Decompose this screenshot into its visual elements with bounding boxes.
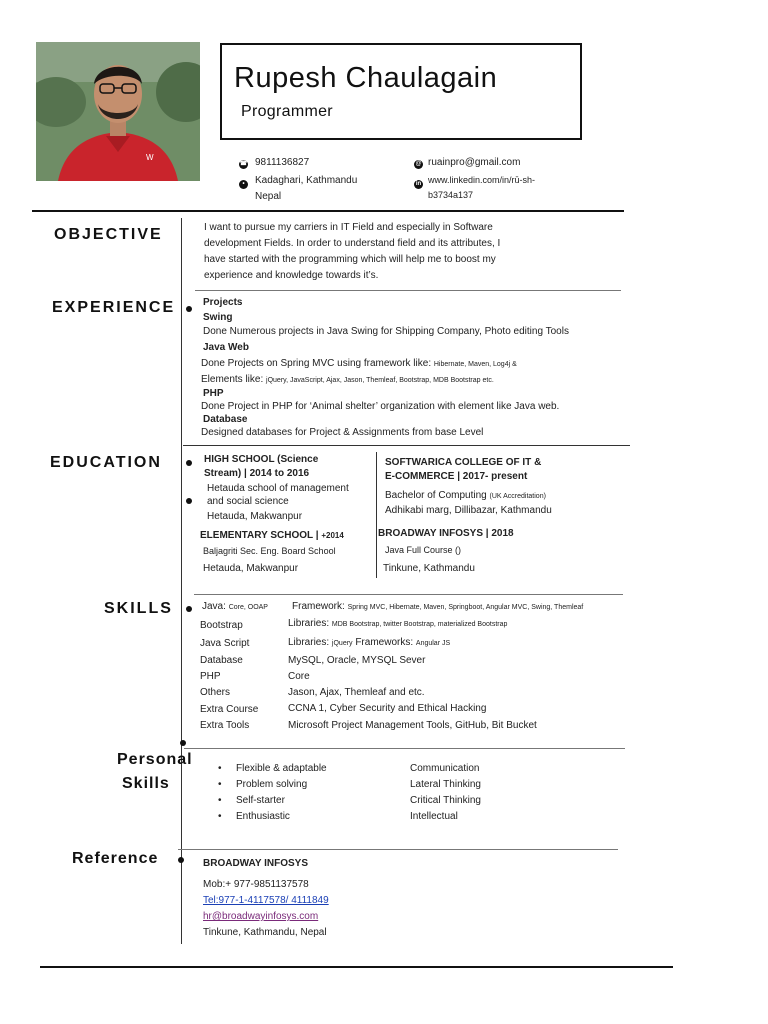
- skill-value-text: Libraries:: [288, 637, 330, 648]
- es-title-text: ELEMENTARY SCHOOL |: [200, 530, 319, 541]
- personal-skill-text: Self-starter: [236, 795, 285, 806]
- experience-divider: [183, 445, 630, 446]
- skill-value-small: jQuery: [331, 640, 353, 647]
- education-heading: EDUCATION: [50, 454, 162, 471]
- objective-divider: [195, 290, 621, 291]
- javaweb-text-1: [201, 358, 517, 369]
- personal-skill-item: • Enthusiastic: [218, 811, 290, 822]
- experience-bullet: [186, 306, 192, 312]
- javaweb-text-b-small: jQuery, JavaScript, Ajax, Jason, Themleaf, Bootstrap, MDB Bootstrap etc.: [266, 377, 494, 384]
- reference-address: Tinkune, Kathmandu, Nepal: [203, 927, 327, 938]
- hs-title-1: HIGH SCHOOL (Science: [204, 454, 319, 465]
- college-title-2: E-COMMERCE | 2017- present: [385, 471, 528, 482]
- skill-label-php: PHP: [200, 671, 221, 682]
- location-icon: •: [239, 180, 248, 189]
- hs-location: Hetauda, Makwanpur: [207, 511, 303, 522]
- es-location: Hetauda, Makwanpur: [203, 563, 299, 574]
- linkedin-line-2[interactable]: b3734a137: [428, 190, 474, 200]
- personal-skill-item: Intellectual: [410, 811, 458, 822]
- personal-skills-heading-2: Skills: [122, 775, 170, 792]
- college-title-1: SOFTWARICA COLLEGE OF IT &: [385, 457, 542, 468]
- java-value: Core, OOAP: [228, 604, 268, 611]
- timeline-line: [181, 218, 182, 944]
- profile-photo: [36, 42, 200, 181]
- skill-value-text: Libraries:: [288, 618, 330, 629]
- education-divider: [194, 594, 623, 595]
- job-title: Programmer: [241, 103, 333, 120]
- broadway-title: BROADWAY INFOSYS | 2018: [378, 528, 514, 539]
- database-text: Designed databases for Project & Assignments from base Level: [201, 427, 484, 438]
- linkedin-icon: in: [415, 181, 422, 187]
- address-line-1: Kadaghari, Kathmandu: [255, 175, 358, 186]
- personal-skills-left: [218, 761, 327, 825]
- skill-label-extra-course: Extra Course: [200, 704, 259, 715]
- reference-mobile: Mob:+ 977-9851137578: [203, 879, 309, 890]
- personal-skill-item: Critical Thinking: [410, 795, 481, 806]
- personal-skills-heading-1: Personal: [117, 751, 193, 768]
- education-bullet-2: [186, 498, 192, 504]
- broadway-course: Java Full Course (): [385, 545, 462, 555]
- objective-line: experience and knowledge towards it’s.: [204, 270, 379, 281]
- hs-school-1: Hetauda school of management: [207, 483, 349, 494]
- framework-value: Spring MVC, Hibernate, Maven, Springboot, Angular MVC, Swing, Themleaf: [347, 604, 584, 611]
- skill-value-extra-tools: Microsoft Project Management Tools, GitHub, Bit Bucket: [288, 720, 537, 731]
- skill-label-others: Others: [200, 687, 231, 698]
- person-photo-illustration: [36, 42, 200, 181]
- skill-value-database: MySQL, Oracle, MYSQL Sever: [288, 655, 426, 666]
- phone-icon: ☎: [239, 161, 248, 167]
- personal-skill-item: • Flexible & adaptable: [218, 763, 327, 774]
- hs-title-2: Stream) | 2014 to 2016: [204, 468, 310, 479]
- personal-skill-text: Flexible & adaptable: [236, 763, 327, 774]
- skill-value-bootstrap: [288, 618, 507, 629]
- skill-value-text-2: Frameworks:: [355, 637, 414, 648]
- skills-divider: [184, 748, 625, 749]
- php-text: Done Project in PHP for ‘Animal shelter’ organization with element like Java web.: [201, 401, 560, 412]
- education-bullet-1: [186, 460, 192, 466]
- email-address: ruainpro@gmail.com: [428, 157, 521, 168]
- framework-skill: [292, 601, 583, 612]
- address-line-2: Nepal: [255, 191, 282, 202]
- email-icon: @: [415, 161, 422, 167]
- personal-bullet: [180, 740, 186, 746]
- footer-divider: [40, 966, 673, 968]
- college-degree-text: Bachelor of Computing: [385, 490, 487, 501]
- es-year: +2014: [321, 531, 344, 540]
- skill-value-small-2: Angular JS: [415, 640, 451, 647]
- objective-text: [204, 220, 624, 284]
- skill-value-extra-course: CCNA 1, Cyber Security and Ethical Hacking: [288, 703, 487, 714]
- college-degree: [385, 490, 546, 501]
- database-label: Database: [203, 414, 248, 425]
- skill-label-javascript: Java Script: [200, 638, 250, 649]
- experience-heading: EXPERIENCE: [52, 299, 176, 316]
- reference-tel-link[interactable]: Tel:977-1-4117578/ 4111849: [203, 895, 329, 906]
- broadway-location: Tinkune, Kathmandu: [383, 563, 475, 574]
- header-divider: [32, 210, 624, 212]
- swing-text: Done Numerous projects in Java Swing for Shipping Company, Photo editing Tools: [203, 326, 569, 337]
- personal-divider: [178, 849, 618, 850]
- swing-label: Swing: [203, 312, 233, 323]
- javaweb-text-b: Elements like:: [201, 374, 264, 385]
- phone-number: 9811136827: [255, 157, 310, 168]
- objective-heading: OBJECTIVE: [54, 226, 163, 243]
- skill-value-small: MDB Bootstrap, twitter Bootstrap, materialized Bootstrap: [331, 621, 508, 628]
- skill-value-php: Core: [288, 671, 310, 682]
- personal-skills-right: [410, 761, 481, 825]
- svg-text:W: W: [146, 153, 154, 162]
- skills-heading: SKILLS: [104, 600, 173, 617]
- es-title: [200, 530, 344, 541]
- es-school: Baljagriti Sec. Eng. Board School: [203, 546, 336, 556]
- skill-value-javascript: [288, 637, 450, 648]
- objective-line: I want to pursue my carriers in IT Field and especially in Software: [204, 222, 493, 233]
- skills-bullet: [186, 606, 192, 612]
- javaweb-text-a-small: Hibernate, Maven, Log4j &: [433, 361, 517, 368]
- full-name: Rupesh Chaulagain: [234, 62, 498, 94]
- education-column-divider: [376, 452, 377, 578]
- javaweb-text-a: Done Projects on Spring MVC using framework like:: [201, 358, 432, 369]
- reference-email-link[interactable]: hr@broadwayinfosys.com: [203, 911, 319, 922]
- personal-skill-item: • Problem solving: [218, 779, 308, 790]
- college-location: Adhikabi marg, Dillibazar, Kathmandu: [385, 505, 552, 516]
- skill-label-database: Database: [200, 655, 243, 666]
- javaweb-label: Java Web: [203, 342, 249, 353]
- personal-skill-item: Lateral Thinking: [410, 779, 481, 790]
- objective-line: have started with the programming which will help me to boost my: [204, 254, 496, 265]
- personal-skill-item: • Self-starter: [218, 795, 285, 806]
- framework-label: Framework:: [292, 601, 345, 612]
- personal-skill-item: Communication: [410, 763, 480, 774]
- college-degree-small: (UK Accreditation): [489, 493, 546, 500]
- java-skill: [202, 601, 268, 612]
- personal-skill-text: Problem solving: [236, 779, 308, 790]
- reference-company: BROADWAY INFOSYS: [203, 858, 309, 869]
- reference-heading: Reference: [72, 850, 159, 867]
- php-label: PHP: [203, 388, 224, 399]
- java-label: Java:: [202, 601, 226, 612]
- hs-school-2: and social science: [207, 496, 289, 507]
- personal-skill-text: Enthusiastic: [236, 811, 290, 822]
- reference-bullet: [178, 857, 184, 863]
- javaweb-text-2: [201, 374, 494, 385]
- linkedin-line-1[interactable]: www.linkedin.com/in/rū-sh-: [428, 175, 536, 185]
- skill-label-bootstrap: Bootstrap: [200, 620, 243, 631]
- skill-value-others: Jason, Ajax, Themleaf and etc.: [288, 687, 425, 698]
- projects-label: Projects: [203, 297, 243, 308]
- skill-label-extra-tools: Extra Tools: [200, 720, 250, 731]
- objective-line: development Fields. In order to understand field and its attributes, I: [204, 238, 501, 249]
